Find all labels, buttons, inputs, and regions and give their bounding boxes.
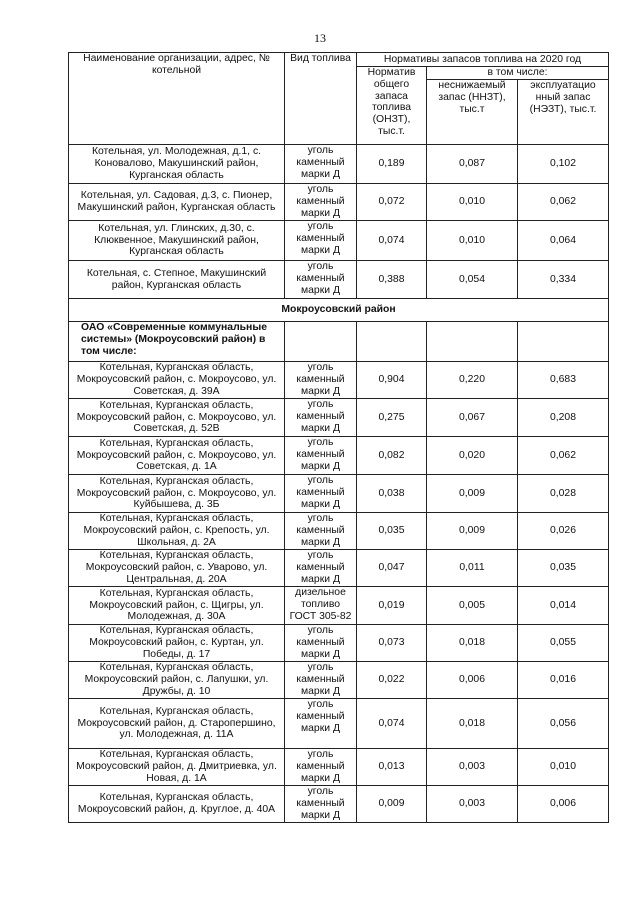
fuel-type-cell: уголь каменный марки Д — [285, 625, 357, 662]
boiler-address-cell: Котельная, Курганская область, Мокроусовский район, с. Крепость, ул. Школьная, д. 2А — [69, 513, 285, 550]
nezt-cell: 0,683 — [518, 362, 609, 399]
nnzt-cell: 0,009 — [427, 513, 518, 550]
total-reserve-cell: 0,072 — [357, 184, 427, 221]
fuel-type-cell: уголь каменный марки Д — [285, 699, 357, 749]
total-reserve-cell: 0,074 — [357, 221, 427, 261]
table-row — [69, 362, 609, 399]
company-row — [69, 322, 609, 362]
nnzt-cell: 0,018 — [427, 699, 518, 749]
boiler-address-cell: Котельная, Курганская область, Мокроусовский район, с. Мокроусово, ул. Советская, д. 39А — [69, 362, 285, 399]
nezt-cell: 0,062 — [518, 184, 609, 221]
nnzt-cell: 0,018 — [427, 625, 518, 662]
district-title: Мокроусовский район — [69, 299, 609, 322]
header-nnzt: неснижаемый запас (ННЗТ), тыс.т — [427, 80, 518, 145]
boiler-address-cell: Котельная, Курганская область, Мокроусовский район, д. Круглое, д. 40А — [69, 786, 285, 823]
nezt-cell: 0,334 — [518, 261, 609, 299]
nezt-cell: 0,208 — [518, 399, 609, 437]
district-row — [69, 299, 609, 322]
header-total: Норматив общего запаса топлива (ОНЗТ), тыс.т. — [357, 67, 427, 145]
boiler-address-cell: Котельная, Курганская область, Мокроусовский район, с. Щигры, ул. Молодежная, д. 30А — [69, 587, 285, 625]
total-reserve-cell: 0,022 — [357, 662, 427, 699]
total-reserve-cell: 0,388 — [357, 261, 427, 299]
nnzt-cell: 0,067 — [427, 399, 518, 437]
nezt-cell: 0,035 — [518, 550, 609, 587]
empty-cell — [285, 322, 357, 362]
fuel-type-cell: уголь каменный марки Д — [285, 749, 357, 786]
table-row — [69, 625, 609, 662]
boiler-address-cell: Котельная, ул. Садовая, д.3, с. Пионер, Макушинский район, Курганская область — [69, 184, 285, 221]
fuel-type-cell: уголь каменный марки Д — [285, 662, 357, 699]
boiler-address-cell: Котельная, Курганская область, Мокроусовский район, с. Куртан, ул. Победы, д. 17 — [69, 625, 285, 662]
total-reserve-cell: 0,035 — [357, 513, 427, 550]
header-org: Наименование организации, адрес, № котельной — [69, 53, 285, 145]
total-reserve-cell: 0,275 — [357, 399, 427, 437]
fuel-type-cell: уголь каменный марки Д — [285, 437, 357, 475]
boiler-address-cell: Котельная, Курганская область, Мокроусовский район, с. Мокроусово, ул. Советская, д. 52В — [69, 399, 285, 437]
nnzt-cell: 0,010 — [427, 221, 518, 261]
nezt-cell: 0,028 — [518, 475, 609, 513]
total-reserve-cell: 0,009 — [357, 786, 427, 823]
table-row — [69, 399, 609, 437]
nnzt-cell: 0,087 — [427, 145, 518, 184]
nezt-cell: 0,026 — [518, 513, 609, 550]
nezt-cell: 0,014 — [518, 587, 609, 625]
boiler-address-cell: Котельная, Курганская область, Мокроусовский район, д. Старопершино, ул. Молодежная, д. 11А — [69, 699, 285, 749]
table-row — [69, 261, 609, 299]
table-row — [69, 662, 609, 699]
nnzt-cell: 0,003 — [427, 786, 518, 823]
nnzt-cell: 0,011 — [427, 550, 518, 587]
table-row — [69, 221, 609, 261]
fuel-type-cell: уголь каменный марки Д — [285, 475, 357, 513]
boiler-address-cell: Котельная, Курганская область, Мокроусовский район, д. Дмитриевка, ул. Новая, д. 1А — [69, 749, 285, 786]
nnzt-cell: 0,009 — [427, 475, 518, 513]
table-row — [69, 513, 609, 550]
boiler-address-cell: Котельная, Курганская область, Мокроусовский район, с. Уварово, ул. Центральная, д. 20А — [69, 550, 285, 587]
fuel-type-cell: дизельное топливо ГОСТ 305-82 — [285, 587, 357, 625]
nnzt-cell: 0,010 — [427, 184, 518, 221]
total-reserve-cell: 0,189 — [357, 145, 427, 184]
nezt-cell: 0,010 — [518, 749, 609, 786]
total-reserve-cell: 0,038 — [357, 475, 427, 513]
fuel-type-cell: уголь каменный марки Д — [285, 261, 357, 299]
boiler-address-cell: Котельная, Курганская область, Мокроусовский район, с. Лапушки, ул. Дружбы, д. 10 — [69, 662, 285, 699]
header-norms: Нормативы запасов топлива на 2020 год — [357, 53, 609, 67]
nnzt-cell: 0,005 — [427, 587, 518, 625]
fuel-type-cell: уголь каменный марки Д — [285, 550, 357, 587]
nezt-cell: 0,064 — [518, 221, 609, 261]
boiler-address-cell: Котельная, ул. Глинских, д.30, с. Клюквенное, Макушинский район, Курганская область — [69, 221, 285, 261]
fuel-type-cell: уголь каменный марки Д — [285, 513, 357, 550]
fuel-type-cell: уголь каменный марки Д — [285, 184, 357, 221]
total-reserve-cell: 0,019 — [357, 587, 427, 625]
empty-cell — [357, 322, 427, 362]
table-row — [69, 786, 609, 823]
table-row — [69, 587, 609, 625]
total-reserve-cell: 0,082 — [357, 437, 427, 475]
table-row — [69, 699, 609, 749]
table-row — [69, 475, 609, 513]
boiler-address-cell: Котельная, с. Степное, Макушинский район, Курганская область — [69, 261, 285, 299]
fuel-type-cell: уголь каменный марки Д — [285, 399, 357, 437]
table-row — [69, 437, 609, 475]
nnzt-cell: 0,220 — [427, 362, 518, 399]
nezt-cell: 0,016 — [518, 662, 609, 699]
nnzt-cell: 0,054 — [427, 261, 518, 299]
nezt-cell: 0,056 — [518, 699, 609, 749]
empty-cell — [427, 322, 518, 362]
header-including: в том числе: — [427, 67, 609, 80]
nezt-cell: 0,055 — [518, 625, 609, 662]
boiler-address-cell: Котельная, ул. Молодежная, д.1, с. Коновалово, Макушинский район, Курганская область — [69, 145, 285, 184]
page-number: 13 — [314, 31, 326, 45]
total-reserve-cell: 0,047 — [357, 550, 427, 587]
header-nezt: эксплуатацио нный запас (НЭЗТ), тыс.т. — [518, 80, 609, 145]
nnzt-cell: 0,020 — [427, 437, 518, 475]
header-fuel: Вид топлива — [285, 53, 357, 145]
table-row — [69, 184, 609, 221]
nezt-cell: 0,062 — [518, 437, 609, 475]
fuel-type-cell: уголь каменный марки Д — [285, 786, 357, 823]
fuel-reserve-table — [68, 52, 609, 823]
nnzt-cell: 0,006 — [427, 662, 518, 699]
table-body — [69, 53, 609, 823]
boiler-address-cell: Котельная, Курганская область, Мокроусовский район, с. Мокроусово, ул. Советская, д. 1А — [69, 437, 285, 475]
total-reserve-cell: 0,074 — [357, 699, 427, 749]
total-reserve-cell: 0,013 — [357, 749, 427, 786]
total-reserve-cell: 0,073 — [357, 625, 427, 662]
company-name: ОАО «Современные коммунальные системы» (Мокроусовский район) в том числе: — [69, 322, 285, 362]
fuel-type-cell: уголь каменный марки Д — [285, 145, 357, 184]
total-reserve-cell: 0,904 — [357, 362, 427, 399]
boiler-address-cell: Котельная, Курганская область, Мокроусовский район, с. Мокроусово, ул. Куйбышева, д. 3Б — [69, 475, 285, 513]
fuel-type-cell: уголь каменный марки Д — [285, 362, 357, 399]
nezt-cell: 0,102 — [518, 145, 609, 184]
table-row — [69, 749, 609, 786]
empty-cell — [518, 322, 609, 362]
nezt-cell: 0,006 — [518, 786, 609, 823]
fuel-type-cell: уголь каменный марки Д — [285, 221, 357, 261]
table-row — [69, 550, 609, 587]
nnzt-cell: 0,003 — [427, 749, 518, 786]
table-row — [69, 145, 609, 184]
header-row-1 — [69, 53, 609, 67]
